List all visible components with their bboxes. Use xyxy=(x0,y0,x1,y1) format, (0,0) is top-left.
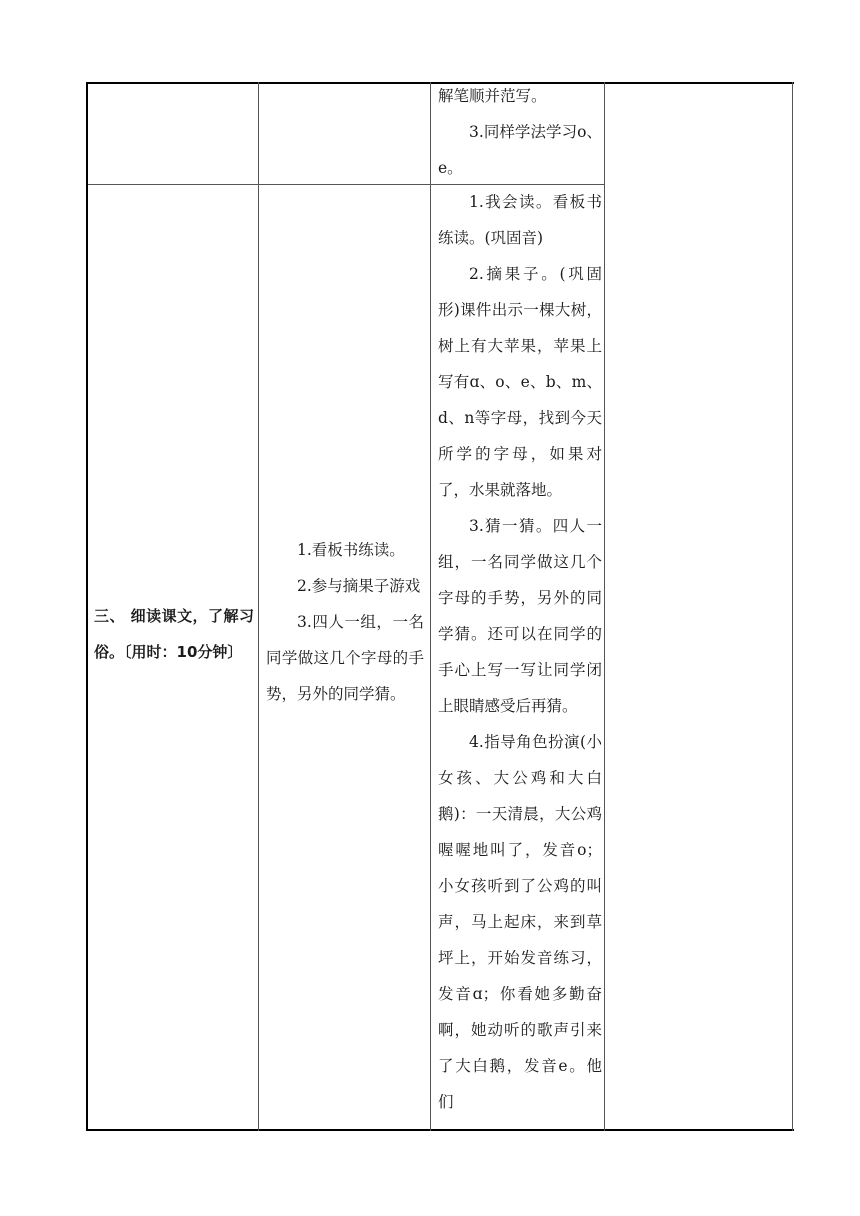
teacher-activity-item: 1.我会读。看板书练读。(巩固音) xyxy=(438,193,602,247)
student-activity-item: 1.看板书练读。 xyxy=(297,541,405,559)
table-right-border xyxy=(792,82,793,1131)
teacher-activity-item: 3.猜一猜。四人一组，一名同学做这几个字母的手势，另外的同学猜。还可以在同学的手心上写一写让同学闭上眼睛感受后再猜。 xyxy=(438,517,602,715)
teacher-activity-cell-continued xyxy=(438,78,602,186)
activity-text: 解笔顺并范写。 xyxy=(438,87,547,105)
student-activity-cell xyxy=(266,532,424,712)
table-left-border xyxy=(86,82,88,1131)
teacher-activity-item: 2.摘果子。(巩固形)课件出示一棵大树，树上有大苹果，苹果上写有ɑ、o、e、b、m、d、n等字母，找到今天所学的字母，如果对了，水果就落地。 xyxy=(438,265,602,499)
table-bottom-border xyxy=(86,1129,794,1131)
column-divider xyxy=(430,82,431,1131)
teacher-activity-cell xyxy=(438,184,602,1120)
activity-text: 3.同样学法学习o、e。 xyxy=(438,123,602,177)
column-divider xyxy=(604,82,605,1131)
student-activity-item: 2.参与摘果子游戏 xyxy=(297,577,421,595)
stage-cell xyxy=(94,598,254,670)
teacher-activity-item: 4.指导角色扮演(小女孩、大公鸡和大白鹅)：一天清晨，大公鸡喔喔地叫了，发音o；小女孩听到了公鸡的叫声，马上起床，来到草坪上，开始发音练习，发音ɑ；你看她多勤奋啊，她动听的歌声引来了大白鹅，发音e。他们 xyxy=(438,733,602,1111)
lesson-plan-table xyxy=(86,82,794,1132)
notes-cell xyxy=(606,84,792,1128)
student-activity-item: 3.四人一组，一名同学做这几个字母的手势，另外的同学猜。 xyxy=(266,613,424,703)
column-divider xyxy=(258,82,259,1131)
stage-title: 三、 细读课文，了解习俗。〔用时：10分钟〕 xyxy=(94,607,254,661)
